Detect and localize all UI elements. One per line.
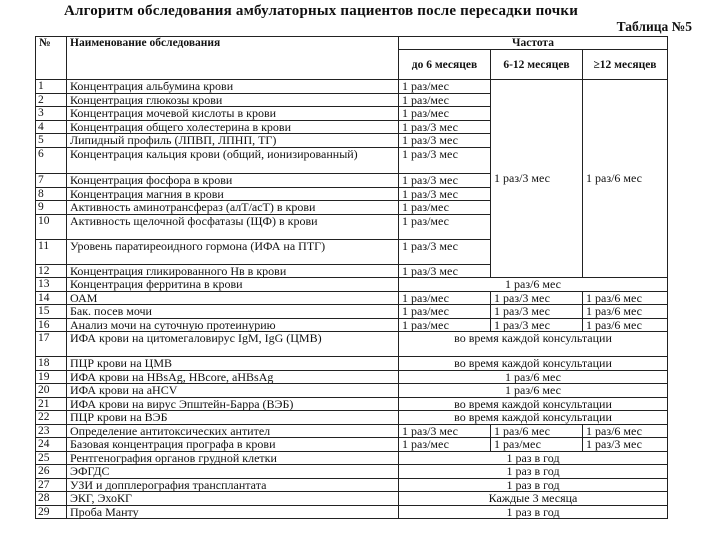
frequency-6-12: 1 раз/3 мес	[491, 318, 583, 332]
row-number: 15	[36, 305, 67, 319]
frequency-12-plus: 1 раз/6 мес	[583, 291, 668, 305]
frequency-all: 1 раз в год	[399, 451, 668, 465]
table-row	[36, 80, 668, 94]
frequency-up-to-6: 1 раз/3 мес	[399, 187, 491, 201]
frequency-up-to-6: 1 раз/мес	[399, 318, 491, 332]
row-number: 19	[36, 370, 67, 384]
frequency-12-plus: 1 раз/6 мес	[583, 424, 668, 438]
frequency-all: 1 раз/6 мес	[399, 278, 668, 292]
row-number: 14	[36, 291, 67, 305]
table-row	[36, 397, 668, 411]
frequency-6-12-merged: 1 раз/3 мес	[491, 80, 583, 278]
table-label: Таблица №5	[616, 19, 692, 34]
exam-name: Бак. посев мочи	[67, 305, 399, 319]
frequency-up-to-6: 1 раз/мес	[399, 107, 491, 121]
frequency-up-to-6: 1 раз/3 мес	[399, 120, 491, 134]
row-number: 10	[36, 214, 67, 239]
row-number: 24	[36, 438, 67, 452]
exam-name: ИФА крови на aHCV	[67, 384, 399, 398]
exam-name: Активность аминотрансфераз (алТ/асТ) в крови	[67, 201, 399, 215]
table-row	[36, 305, 668, 319]
exam-name: Концентрация магния в крови	[67, 187, 399, 201]
table-row	[36, 505, 668, 519]
exam-name: ПЦР крови на ВЭБ	[67, 411, 399, 425]
frequency-up-to-6: 1 раз/мес	[399, 305, 491, 319]
exam-name: Проба Манту	[67, 505, 399, 519]
exam-name: Концентрация альбумина крови	[67, 80, 399, 94]
table-row	[36, 478, 668, 492]
row-number: 11	[36, 239, 67, 264]
exam-name: ЭКГ, ЭхоКГ	[67, 492, 399, 506]
table-row	[36, 318, 668, 332]
frequency-up-to-6: 1 раз/3 мес	[399, 264, 491, 278]
row-number: 7	[36, 174, 67, 188]
exam-name: Концентрация общего холестерина в крови	[67, 120, 399, 134]
header-col2: 6-12 месяцев	[491, 50, 583, 80]
row-number: 12	[36, 264, 67, 278]
row-number: 3	[36, 107, 67, 121]
exam-name: Концентрация гликированного Нв в крови	[67, 264, 399, 278]
exam-name: Уровень паратиреоидного гормона (ИФА на ПТГ)	[67, 239, 399, 264]
frequency-all: 1 раз/6 мес	[399, 384, 668, 398]
exam-name: ИФА крови на цитомегаловирус IgM, IgG (ЦМВ)	[67, 332, 399, 357]
row-number: 23	[36, 424, 67, 438]
frequency-12-plus: 1 раз/3 мес	[583, 438, 668, 452]
row-number: 21	[36, 397, 67, 411]
exam-name: Концентрация мочевой кислоты в крови	[67, 107, 399, 121]
exam-name: Концентрация глюкозы крови	[67, 93, 399, 107]
row-number: 5	[36, 134, 67, 148]
exam-name: Анализ мочи на суточную протеинурию	[67, 318, 399, 332]
exam-name: УЗИ и допплерография трансплантата	[67, 478, 399, 492]
frequency-up-to-6: 1 раз/мес	[399, 438, 491, 452]
frequency-all: во время каждой консультации	[399, 357, 668, 371]
frequency-up-to-6: 1 раз/мес	[399, 93, 491, 107]
row-number: 22	[36, 411, 67, 425]
exam-name: ЭФГДС	[67, 465, 399, 479]
table-row	[36, 384, 668, 398]
row-number: 29	[36, 505, 67, 519]
row-number: 25	[36, 451, 67, 465]
frequency-up-to-6: 1 раз/3 мес	[399, 424, 491, 438]
frequency-all: 1 раз в год	[399, 478, 668, 492]
row-number: 4	[36, 120, 67, 134]
frequency-up-to-6: 1 раз/3 мес	[399, 239, 491, 264]
table-row	[36, 332, 668, 357]
frequency-all: 1 раз/6 мес	[399, 370, 668, 384]
frequency-up-to-6: 1 раз/3 мес	[399, 134, 491, 148]
table-row	[36, 291, 668, 305]
frequency-up-to-6: 1 раз/мес	[399, 214, 491, 239]
frequency-all: 1 раз в год	[399, 505, 668, 519]
table-row	[36, 492, 668, 506]
row-number: 26	[36, 465, 67, 479]
frequency-up-to-6: 1 раз/мес	[399, 80, 491, 94]
row-number: 27	[36, 478, 67, 492]
frequency-6-12: 1 раз/3 мес	[491, 291, 583, 305]
exam-name: ИФА крови на вирус Эпштейн-Барра (ВЭБ)	[67, 397, 399, 411]
header-num: №	[36, 37, 67, 80]
frequency-up-to-6: 1 раз/мес	[399, 291, 491, 305]
row-number: 20	[36, 384, 67, 398]
examination-table	[35, 36, 668, 519]
exam-name: ИФА крови на HBsAg, HBcore, aHBsAg	[67, 370, 399, 384]
row-number: 8	[36, 187, 67, 201]
frequency-12-plus-merged: 1 раз/6 мес	[583, 80, 668, 278]
frequency-all: 1 раз в год	[399, 465, 668, 479]
table-row	[36, 438, 668, 452]
frequency-all: во время каждой консультации	[399, 411, 668, 425]
row-number: 1	[36, 80, 67, 94]
row-number: 9	[36, 201, 67, 215]
exam-name: Базовая концентрация прографа в крови	[67, 438, 399, 452]
header-col1: до 6 месяцев	[399, 50, 491, 80]
frequency-12-plus: 1 раз/6 мес	[583, 305, 668, 319]
header-name: Наименование обследования	[67, 37, 399, 80]
table-row	[36, 465, 668, 479]
row-number: 13	[36, 278, 67, 292]
table-row	[36, 370, 668, 384]
document-title: Алгоритм обследования амбулаторных пациентов после пересадки почки	[64, 3, 579, 19]
frequency-6-12: 1 раз/мес	[491, 438, 583, 452]
table-row	[36, 424, 668, 438]
frequency-up-to-6: 1 раз/3 мес	[399, 174, 491, 188]
exam-name: Рентгенография органов грудной клетки	[67, 451, 399, 465]
row-number: 16	[36, 318, 67, 332]
exam-name: Активность щелочной фосфатазы (ЩФ) в крови	[67, 214, 399, 239]
exam-name: Липидный профиль (ЛПВП, ЛПНП, ТГ)	[67, 134, 399, 148]
exam-name: Концентрация фосфора в крови	[67, 174, 399, 188]
exam-name: ПЦР крови на ЦМВ	[67, 357, 399, 371]
frequency-all: во время каждой консультации	[399, 397, 668, 411]
header-col3: ≥12 месяцев	[583, 50, 668, 80]
frequency-6-12: 1 раз/3 мес	[491, 305, 583, 319]
frequency-all: Каждые 3 месяца	[399, 492, 668, 506]
table-row	[36, 357, 668, 371]
frequency-6-12: 1 раз/6 мес	[491, 424, 583, 438]
table-row	[36, 278, 668, 292]
table-row	[36, 451, 668, 465]
row-number: 18	[36, 357, 67, 371]
frequency-up-to-6: 1 раз/3 мес	[399, 148, 491, 174]
header-frequency: Частота	[399, 37, 668, 50]
row-number: 6	[36, 148, 67, 174]
frequency-12-plus: 1 раз/6 мес	[583, 318, 668, 332]
exam-name: Концентрация ферритина в крови	[67, 278, 399, 292]
row-number: 2	[36, 93, 67, 107]
table-body	[36, 80, 668, 519]
exam-name: Определение антитоксических антител	[67, 424, 399, 438]
exam-name: ОАМ	[67, 291, 399, 305]
exam-name: Концентрация кальция крови (общий, ионизированный)	[67, 148, 399, 174]
row-number: 17	[36, 332, 67, 357]
frequency-all: во время каждой консультации	[399, 332, 668, 357]
frequency-up-to-6: 1 раз/мес	[399, 201, 491, 215]
row-number: 28	[36, 492, 67, 506]
table-row	[36, 411, 668, 425]
